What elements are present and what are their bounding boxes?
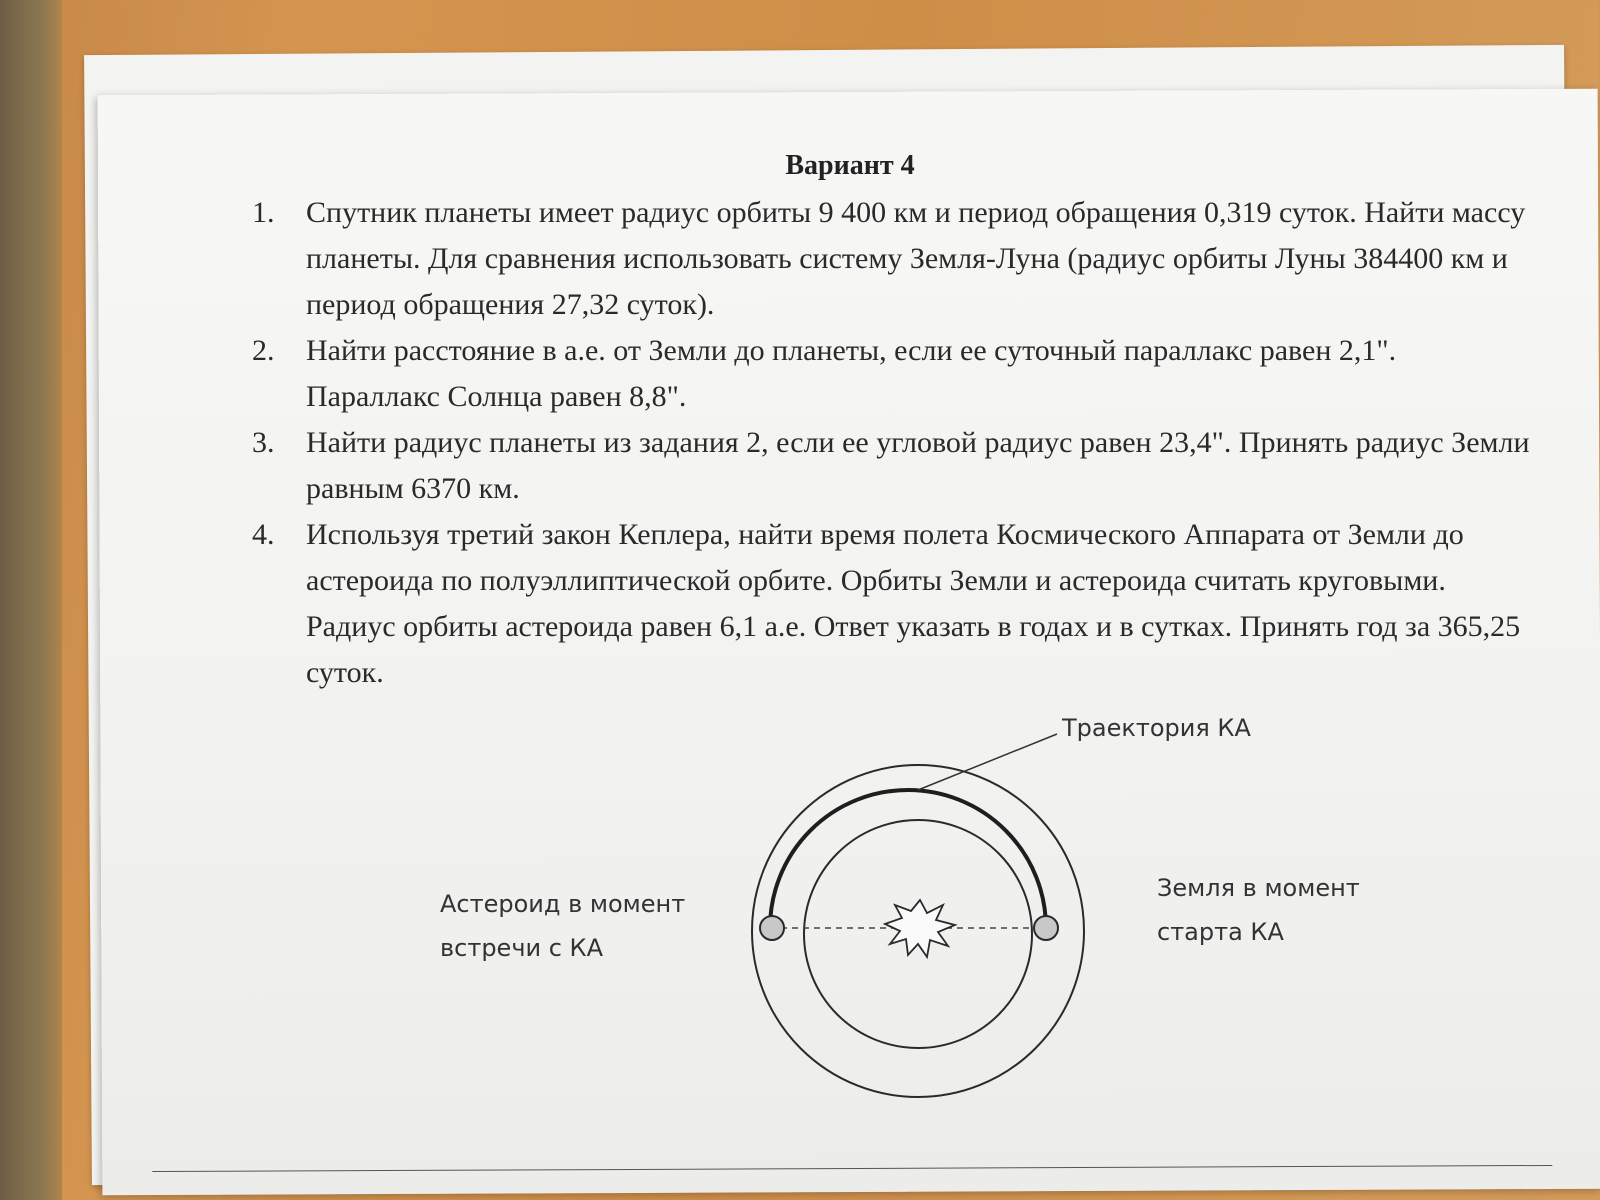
task-text: Используя третий закон Кеплера, найти время полета Космического Аппарата от Земли до астероида по полуэллиптической орбите. Орбиты Земли и астероида считать круговыми. Радиус орбиты астероида равен 6,1 а.е. Ответ указать в годах и в сутках. Принять год за 365,25 суток. <box>306 518 1521 689</box>
task-number: 1. <box>252 196 275 229</box>
earth-marker <box>1034 916 1058 940</box>
sun-star-icon <box>885 900 955 957</box>
task-number: 2. <box>252 334 275 367</box>
trajectory-label: Траектория КА <box>1062 714 1251 742</box>
task-text: Найти расстояние в а.е. от Земли до планеты, если ее суточный параллакс равен 2,1". Параллакс Солнца равен 8,8". <box>306 334 1397 413</box>
task-number: 3. <box>252 426 275 459</box>
asteroid-marker <box>760 916 784 940</box>
task-number: 4. <box>252 518 275 551</box>
trajectory-leader-line <box>918 734 1057 790</box>
task-text: Найти радиус планеты из задания 2, если ее угловой радиус равен 23,4". Принять радиус Земли равным 6370 км. <box>306 426 1530 505</box>
task-text: Спутник планеты имеет радиус орбиты 9 400 км и период обращения 0,319 суток. Найти массу планеты. Для сравнения использовать систему Земля-Луна (радиус орбиты Луны 384400 км и период обращения 27,32 суток). <box>306 196 1526 321</box>
earth-label: Земля в момент старта КА <box>1157 874 1360 946</box>
variant-title: Вариант 4 <box>785 150 915 181</box>
asteroid-label: Астероид в момент встречи с КА <box>440 890 686 962</box>
